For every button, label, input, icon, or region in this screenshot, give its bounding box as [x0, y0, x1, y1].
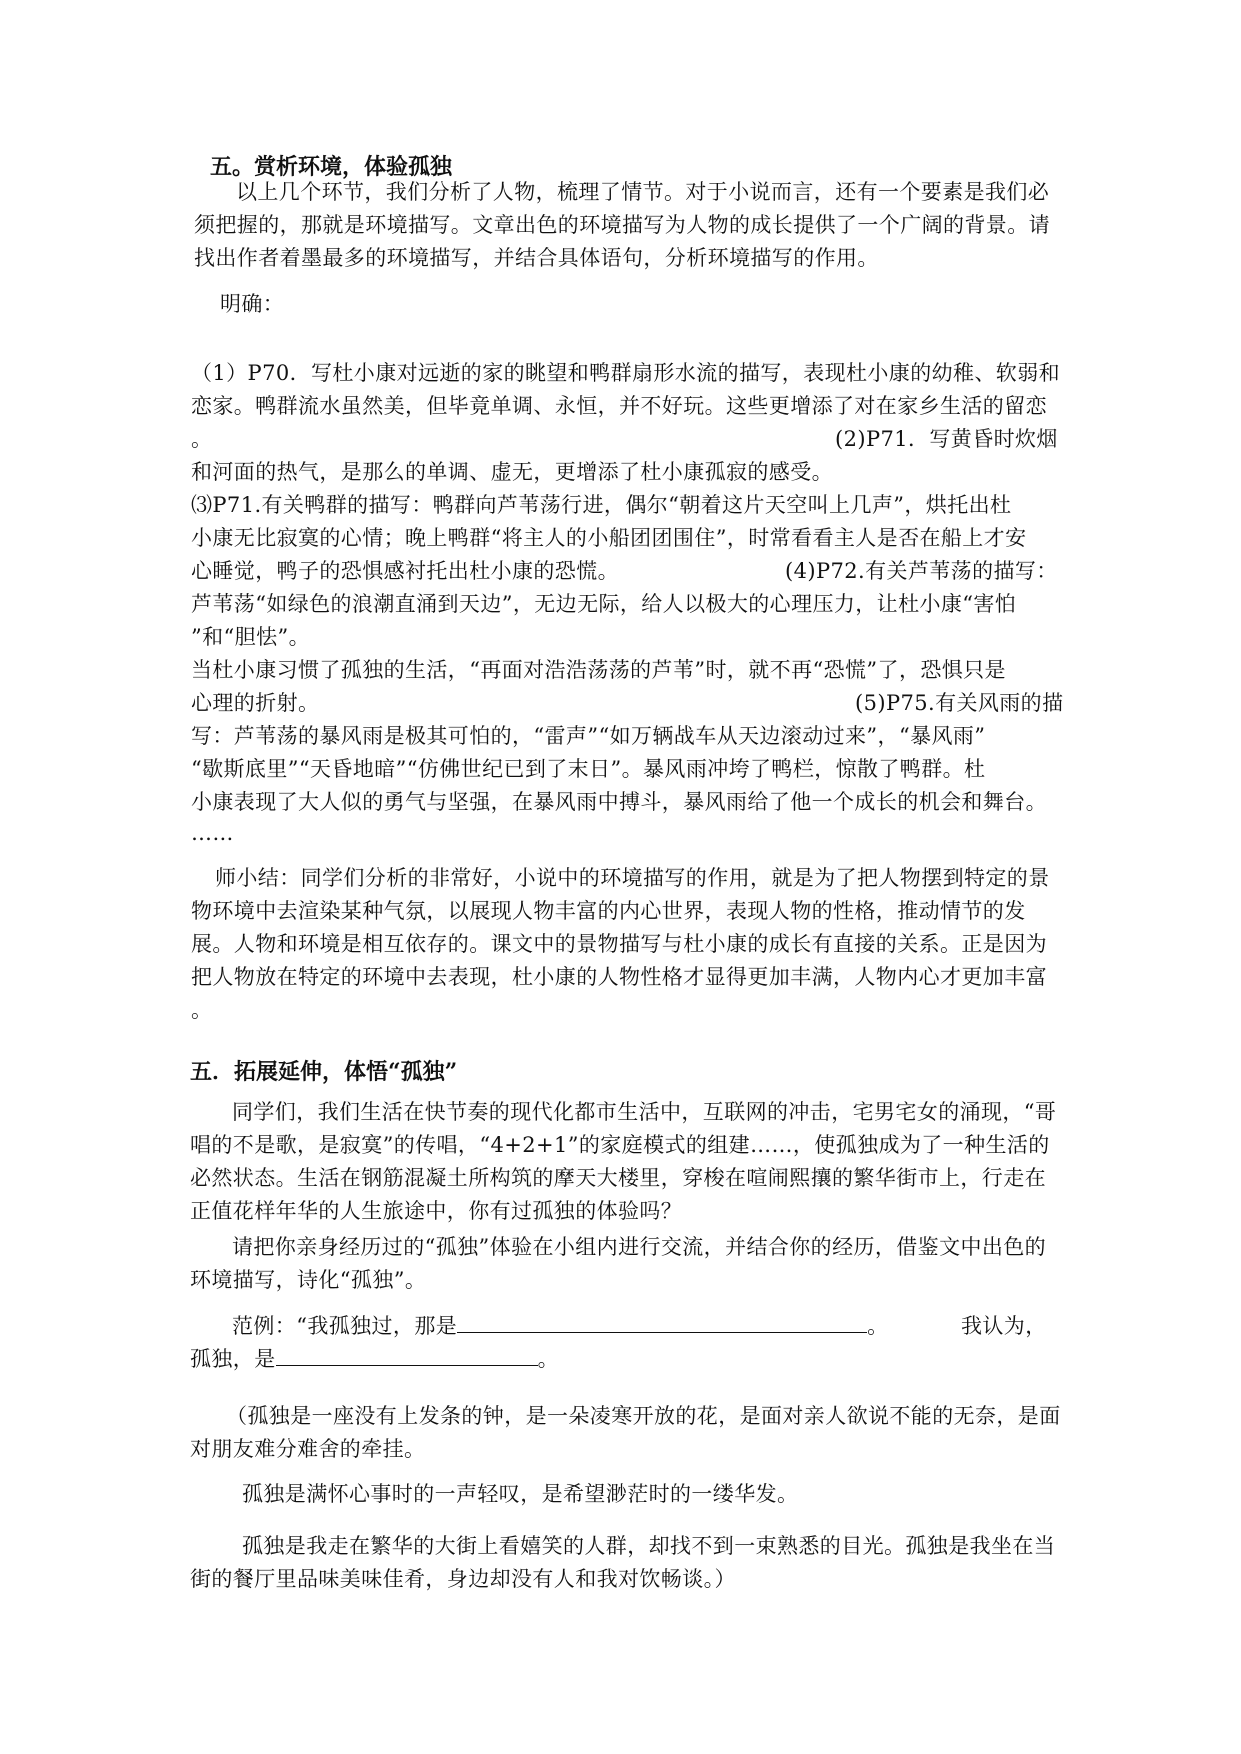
- section-heading-extension: 五．拓展延伸，体悟“孤独”: [190, 1059, 458, 1085]
- answer-line: 心睡觉，鸭子的恐惧感衬托出杜小康的恐慌。: [191, 559, 619, 583]
- answer-line: 和河面的热气，是那么的单调、虚无，更增添了杜小康孤寂的感受。: [191, 460, 833, 484]
- example-line-1: [232, 1310, 889, 1343]
- example-prefix: 范例：“我孤独过，那是: [232, 1314, 458, 1338]
- answer-line: 恋家。鸭群流水虽然美，但毕竟单调、永恒，并不好玩。这些更增添了对在家乡生活的留恋: [191, 394, 1047, 418]
- fill-blank-1[interactable]: [457, 1310, 867, 1333]
- answer-line: 芦苇荡“如绿色的浪潮直涌到天边”，无边无际，给人以极大的心理压力，让杜小康“害怕: [191, 592, 1017, 616]
- example-right: 我认为，: [961, 1314, 1047, 1338]
- sample-answer-3: 孤独是我走在繁华的大街上看嬉笑的人群，却找不到一束熟悉的目光。孤独是我坐在当街的餐厅里品味美味佳肴，身边却没有人和我对饮畅谈。）: [190, 1534, 1056, 1591]
- answer-line: 写：芦苇荡的暴风雨是极其可怕的，“雷声”“如万辆战车从天边滚动过来”，“暴风雨”: [191, 724, 986, 748]
- extension-paragraph: 同学们，我们生活在快节奏的现代化都市生活中，互联网的冲击，宅男宅女的涌现，“哥唱的不是歌，是寂寞”的传唱，“4+2+1”的家庭模式的组建……，使孤独成为了一种生活的必然状态。生活在钢筋混凝土所构筑的摩天大楼里，穿梭在喧闹熙攘的繁华街市上，行走在正值花样年华的人生旅途中，你有过孤独的体验吗？: [190, 1100, 1057, 1223]
- summary-end: 。: [191, 998, 213, 1022]
- intro-paragraph: 以上几个环节，我们分析了人物，梳理了情节。对于小说而言，还有一个要素是我们必须把握的，那就是环境描写。文章出色的环境描写为人物的成长提供了一个广阔的背景。请找出作者着墨最多的环境描写，并结合具体语句，分析环境描写的作用。: [194, 180, 1050, 270]
- ming-que-label: 明确：: [220, 292, 285, 316]
- teacher-summary: 师小结：同学们分析的非常好，小说中的环境描写的作用，就是为了把人物摆到特定的景物环境中去渲染某种气氛，以展现人物丰富的内心世界，表现人物的性格，推动情节的发展。人物和环境是相互依存的。课文中的景物描写与杜小康的成长有直接的关系。正是因为把人物放在特定的环境中去表现，杜小康的人物性格才显得更加丰满，人物内心才更加丰富 。: [191, 866, 1050, 1022]
- answer-line: (2)P71．写黄昏时炊烟: [835, 427, 1058, 451]
- answer-line: “歇斯底里”“天昏地暗”“仿佛世纪已到了末日”。暴风雨冲垮了鸭栏，惊散了鸭群。杜: [191, 757, 986, 781]
- fill-blank-2[interactable]: [276, 1343, 538, 1366]
- section-heading-appreciate-environment: 五。赏析环境，体验孤独: [210, 154, 453, 180]
- sample-answer-2: 孤独是满怀心事时的一声轻叹，是希望渺茫时的一缕华发。: [242, 1482, 799, 1506]
- example-line2-prefix: 孤独，是: [190, 1347, 276, 1371]
- answer-line: ⑶P71.有关鸭群的描写：鸭群向芦苇荡行进，偶尔“朝着这片天空叫上几声”，烘托出杜: [191, 493, 1012, 517]
- example-line-2: [190, 1343, 559, 1376]
- answer-line: (5)P75.有关风雨的描: [855, 691, 1064, 715]
- answer-line: 小康表现了大人似的勇气与坚强，在暴风雨中搏斗，暴风雨给了他一个成长的机会和舞台。: [191, 790, 1047, 814]
- sample-answer-1: （孤独是一座没有上发条的钟，是一朵凌寒开放的花，是面对亲人欲说不能的无奈，是面对朋友难分难舍的牵挂。: [190, 1404, 1061, 1461]
- answer-line: （1）P70．写杜小康对远逝的家的眺望和鸭群扇形水流的描写，表现杜小康的幼稚、软弱和: [191, 361, 1061, 385]
- task-paragraph: 请把你亲身经历过的“孤独”体验在小组内进行交流，并结合你的经历，借鉴文中出色的环境描写，诗化“孤独”。: [190, 1235, 1047, 1292]
- answer-line: 当杜小康习惯了孤独的生活，“再面对浩浩荡荡的芦苇”时，就不再“恐慌”了，恐惧只是: [191, 658, 1006, 682]
- answer-line: ……: [191, 821, 234, 845]
- example-line2-end: 。: [537, 1347, 560, 1371]
- answer-line: 。: [191, 427, 213, 451]
- answer-line: ”和“胆怯”。: [191, 625, 311, 649]
- answer-line: (4)P72.有关芦苇荡的描写：: [785, 559, 1058, 583]
- answer-line: 小康无比寂寞的心情；晚上鸭群“将主人的小船团团围住”，时常看看主人是否在船上才安: [191, 526, 1027, 550]
- example-mid: 。: [867, 1314, 889, 1338]
- answer-line: 心理的折射。: [191, 691, 320, 715]
